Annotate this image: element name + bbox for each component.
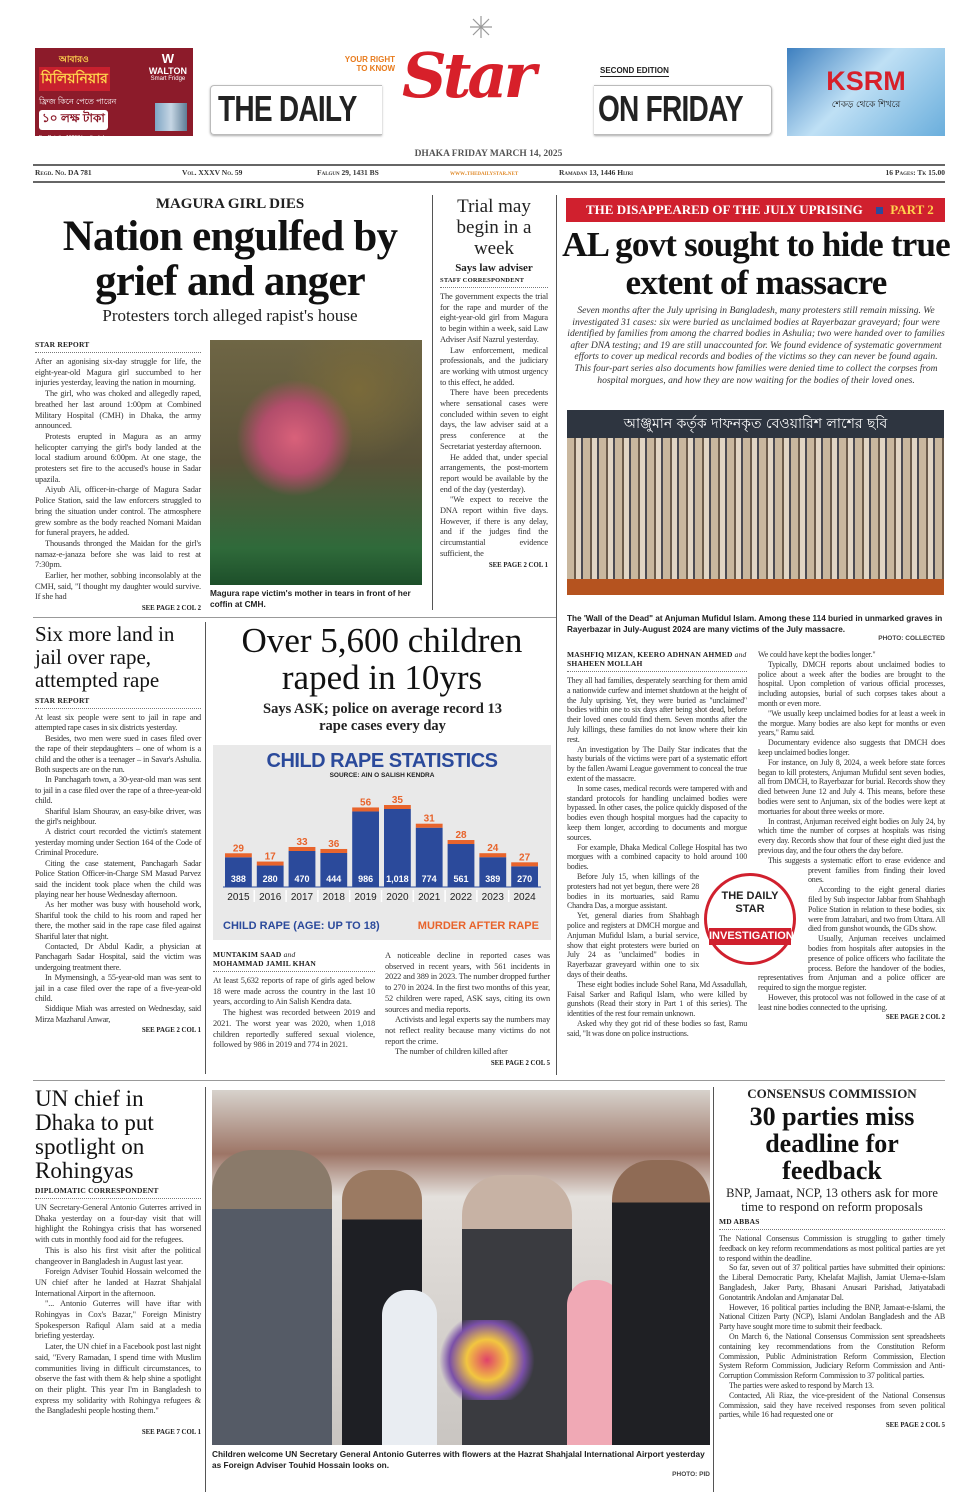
trial-headline: Trial may begin in a week [456,196,532,259]
wall-photo-caption [567,614,945,643]
child-rape-value-label: 389 [485,874,501,884]
masthead-title-left: THE DAILY [218,88,357,129]
masthead-logo: Star [402,39,533,112]
x-tick-label: 2021 [418,892,441,903]
chart-source: SOURCE: AIN O SALISH KENDRA [329,772,435,779]
byline: MD ABBAS [719,1217,945,1230]
paragraph: In Panchagarh town, a 30-year-old man was sent to jail in a case filed over the rape of a three-year-old child. [35,775,201,806]
jail-headline: Six more land in jail over rape, attempted rape [35,622,175,692]
murder-value-label: 28 [455,830,467,842]
continued-link[interactable]: SEE PAGE 2 COL 5 [490,1060,550,1068]
masthead-edition: SECOND EDITION [600,66,669,75]
lead-headline: Nation engulfed by grief and anger [62,213,398,305]
paragraph: The highest was recorded between 2019 and 2021. The worst year was 2020, when 1,018 children reportedly suffered sexual violence, followed by 986 in 2019 and 774 in 2021. [213,1008,375,1050]
paragraph: However, this protocol was not followed in the case of at least nine bodies connected to the uprising. [758,992,945,1012]
star-icon [470,16,492,38]
continued-link[interactable]: SEE PAGE 7 COL 1 [141,1429,201,1437]
consensus-kicker: CONSENSUS COMMISSION [747,1086,917,1101]
x-tick-label: 2023 [481,892,504,903]
murder-value-label: 56 [360,797,372,809]
child-rape-value-label: 561 [453,874,469,884]
trial-subhead: Says law adviser [455,262,533,274]
murder-value-label: 31 [423,813,435,825]
guterres-photo-caption [212,1449,710,1479]
investigation-stamp [704,873,796,965]
lead-subhead: Protesters torch alleged rapist's house [102,306,358,325]
byline-names: MASHFIQ MIZAN, KEERO ADHNAN AHMED [567,650,733,659]
bar-chart [213,783,551,908]
byline: STAR REPORT [35,696,201,709]
paragraph: As her mother was busy with household work, Shariful took the child to his room and raped her there, the mother said in the rape case filed against Shariful later that night. [35,900,201,941]
paragraph: They all had families, desperately searching for them amid a nationwide curfew and internet shutdown at the height of the July uprising. Yet, they were buried as "unclaimed" bodies within one to six days after being shot dead, before their loved ones could find them. Seven months after the July killings, these families do not know where their kin rest. [567,676,747,744]
ad-text: আবারও [59,54,89,64]
paragraph: In Mymensingh, a 55-year-old man was sent to jail in a case filed over the rape of a five-year-old child. [35,973,201,1003]
regd-number: Regd. No. DA 781 [35,168,92,177]
byline: DIPLOMATIC CORRESPONDENT [35,1186,201,1199]
paragraph: There have been precedents where sensational cases were concluded within seven to eight days, the law adviser said at a press conference at the Secretariat yesterday afternoon. [440,388,548,451]
paragraph: Besides, two men were sued in cases filed over the rape of their stepdaughters – one of whom is a child and the other is a teenager – in Savar's Ashulia. Both suspects are on the run. [35,733,201,775]
continued-link[interactable]: SEE PAGE 2 COL 2 [141,605,201,613]
consensus-article-body [719,1234,945,1420]
paragraph: Typically, DMCH reports about unclaimed bodies to police about a week after the bodies are brought to the hospital. Upon completion of various official processes, including autopsies, burial of such corpses takes about a month or even more. [758,659,945,708]
series-title: THE DISAPPEARED OF THE JULY UPRISING [586,202,863,217]
x-tick-label: 2019 [354,892,377,903]
investigation-intro: Seven months after the July uprising in Bangladesh, many protesters still remain missing. We investigated 31 cases: six were buried as unclaimed bodies at Rayerbazar graveyard; four were identified by families from among the charred bodies in Ashulia; two were handed over to families after DNA testing; and 19 are still unaccounted for. We found evidence of systematic government efforts to cover up medical records and bodies of the victims so they can never be found again. This four-part series also documents how families were denied time to collect the corpses from hospital morgues, and how they are now waiting for the bodies of their loved ones. [567,305,945,386]
byline: STAFF CORRESPONDENT [440,277,548,288]
murder-value-label: 36 [328,838,340,850]
paragraph: On March 6, the National Consensus Commission sent spreadsheets containing key recommendations from the Constitution Reform Commission, Public Administration Reform Commission, Election System Reform Commission, Judiciary Reform Commission and Anti-Corruption Commission Reform Commission to 37 political parties. [719,1331,945,1381]
x-tick-label: 2022 [449,892,473,903]
caption-text: The 'Wall of the Dead" at Anjuman Mufidul Islam. Among these 114 buried in unmarked graves in Rayerbazar in July-August 2024 are many victims of the July massacre. [567,614,943,634]
paragraph: The parties were asked to respond by March 13. [729,1380,874,1390]
paragraph: UN Secretary-General Antonio Guterres arrived in Dhaka yesterday on a four-day visit that will highlight the Rohingya crisis that has worsened with cuts in monthly food aid for the refugees. [35,1203,201,1245]
hijri-date: Ramadan 13, 1446 Hijri [559,168,634,177]
lead-kicker: MAGURA GIRL DIES [155,196,305,212]
children-body-col2 [385,951,550,1058]
paragraph: The girl, who was choked and allegedly raped, breathed her last around 1:00pm at Combined Military Hospital (CMH) in Dhaka, the army announced. [35,389,201,431]
paragraph: However, 16 political parties including the BNP, Jamaat-e-Islami, the National Citizen Party (NCP), Islami Andolan Bangladesh and the AB Party have sought more time to submit their feedback. [719,1302,945,1332]
paragraph: "We usually keep unclaimed bodies for at least a week in the morgue. Many bodies are also kept for months or even years," Ramu said. [758,708,945,738]
paragraph: We could have kept the bodies longer." [758,650,876,659]
credit-label: PHOTO: [878,635,904,642]
ad-brand-sub: Smart Fridge [150,76,186,82]
paragraph: "... Antonio Guterres will have iftar with Rohingyas in Cox's Bazar," Foreign Ministry Spokesperson Rafiqul Alam said at a media briefing yesterday. [35,1299,201,1341]
child-rape-value-label: 280 [262,874,278,884]
consensus-subhead: BNP, Jamaat, NCP, 13 others ask for more time to respond on reform proposals [726,1186,938,1214]
murder-value-label: 27 [519,852,531,864]
paragraph: In some cases, medical records were tampered with and standard protocols for handling unclaimed bodies were bypassed. In other cases, the police quickly disposed of the bodies even though hospital morgues had the capacity to keep them longer, according to documents and morgue sources. [567,783,747,842]
paragraph: Siddique Miah was arrested on Wednesday, said Mirza Mazharul Anwar, [35,1004,201,1024]
guterres-photo [212,1090,710,1445]
paragraph: This is also his first visit after the political changeover in Bangladesh in August last year. [35,1245,201,1266]
ad-details: For Details: 16267 | waltonbd.com [39,135,115,141]
paragraph: At least six people were sent to jail in rape and attempted rape cases in six districts yesterday. [35,713,201,733]
paragraph: "We expect to receive the DNA report within five days. However, if there is any delay, and if the judges find the circumstantial evidence sufficient, the [440,495,548,558]
continued-link[interactable]: SEE PAGE 2 COL 2 [885,1014,945,1022]
stamp-label: INVESTIGATION [709,928,791,945]
lead-photo [210,340,422,585]
paragraph: The number of children killed after [395,1047,508,1057]
x-tick-label: 2016 [259,892,282,903]
photo-sign: আঞ্জুমান কর্তৃক দাফনকৃত বেওয়ারিশ লাশের ছবি [567,410,944,438]
paragraph: Protests erupted in Magura as an army helicopter carrying the girl's body landed at the local stadium around 6:00pm. At one stage, the protesters set fire to the accused's house in Sadar upazila. [35,431,201,484]
investigation-headline: AL govt sought to hide true extent of massacre [562,225,950,302]
continued-link[interactable]: SEE PAGE 2 COL 1 [488,561,548,569]
credit-label: PHOTO: [672,1471,698,1478]
consensus-headline: 30 parties miss deadline for feedback [749,1102,915,1185]
lead-article-body [35,357,201,603]
paragraph: Aiyub Ali, officer-in-charge of Magura Sadar Police Station, said the law enforcers struggled to bring the situation under control. The atmosphere grew sombre as the body reached Nomani Maidan for funeral prayers, he added. [35,485,201,538]
ad-brand: KSRM [826,66,906,96]
paragraph: Thousands thronged the Maidan for the girl's namaz-e-janaza before she was laid to rest at 7:30pm. [35,538,201,570]
walton-logo: W [161,51,175,66]
x-tick-label: 2017 [290,892,314,903]
bangla-date: Falgun 29, 1431 BS [317,168,379,177]
series-banner [566,198,945,222]
paragraph: According to the eight general diaries filed by Sub inspector Jabbar from Shahbagh Police Station in relation to these bodies, six were from Jatrabari, and two from Uttara. All died from gunshot wounds, the GDs show. [808,885,945,934]
child-rape-value-label: 1,018 [386,874,409,884]
paragraph: For example, Dhaka Medical College Hospital has two morgues with a combined capacity to hold around 100 bodies. [567,842,747,872]
murder-value-label: 24 [487,843,499,855]
byline: STAR REPORT [35,340,201,353]
child-rape-value-label: 774 [421,874,437,884]
square-icon [876,207,883,214]
byline-name: SHAHEEN MOLLAH [567,659,643,668]
paragraph: He added that, under special arrangements, the post-mortem report would be available by the end of the day (yesterday). [440,452,548,494]
ad-tagline: শেকড় থেকে শিখরে [831,99,901,109]
paragraph: Later, the UN chief in a Facebook post last night said, "Every Ramadan, I spend time with Muslim communities living in difficult circumstances, to observe the fast with them & help shine a spotlight on their plight. This year I'm in Bangladesh to express my solidarity with Rohingya refugees & the Bangladeshi people hosting them." [35,1342,201,1416]
paragraph: At least 5,632 reports of rape of girls aged below 18 were made across the country in the last 10 years, according to Ain Salish Kendra data. [213,976,375,1007]
byline-and: and [734,650,747,659]
investigation-body-col1 [567,676,747,1038]
caption-text: Children welcome UN Secretary General Antonio Guterres with flowers at the Hazrat Shahjalal International Airport yesterday as Foreign Adviser Touhid Hossain looks on. [212,1449,705,1470]
photo-credit: COLLECTED [905,635,945,642]
chart-title: CHILD RAPE STATISTICS [266,750,498,772]
fridge-image [155,103,187,131]
wall-of-dead-photo [567,410,944,595]
byline-name: MOHAMMAD JAMIL KHAN [213,959,316,968]
paragraph: A noticeable decline in reported cases was observed in recent years, with 561 incidents in 2022 and 389 in 2023. The number dropped further to 270 in 2024. In the first two months of this year, 52 children were raped, ASK says, citing its own sources and media reports. [385,951,550,1014]
children-subhead: Says ASK; police on average record 13 rape cases every day [263,701,502,734]
paragraph: Earlier, her mother, sobbing inconsolably at the CMH, said, "I thought my daughter would survive. If she had [35,571,201,602]
paragraph: Law enforcement, medical professionals, and the judiciary are working with utmost urgency to this effect, he added. [440,345,548,387]
child-rape-value-label: 270 [517,874,533,884]
x-tick-label: 2015 [227,892,250,903]
child-rape-value-label: 470 [294,874,310,884]
byline [567,650,747,672]
paragraph: Foreign Adviser Touhid Hossain welcomed the UN chief after he landed at Hazrat Shahjalal International Airport in the afternoon. [35,1267,201,1298]
paragraph: After an agonising six-day struggle for life, the eight-year-old Magura girl succumbed to her injuries yesterday, leaving the nation in mourning. [35,357,201,388]
chart-box [213,745,551,940]
children-body-col1 [213,976,375,1051]
legend-murder: MURDER AFTER RAPE [417,920,539,932]
byline [213,950,375,972]
trial-article-body [440,292,548,560]
lead-photo-caption: Magura rape victim's mother in tears in front of her coffin at CMH. [210,588,411,609]
ad-prize: ১০ লক্ষ টাকা [39,110,108,130]
murder-value-label: 17 [264,851,276,863]
paragraph: Activists and legal experts say the numbers may not reflect reality because many victims do not report the crime. [385,1015,550,1046]
continued-link[interactable]: SEE PAGE 2 COL 1 [141,1027,201,1035]
x-tick-label: 2020 [386,892,409,903]
paragraph: Asked why they got rid of these bodies so fast, Ramu said, "It was done on police instructions. [567,1018,747,1038]
paragraph: So far, seven out of 37 political parties have submitted their opinions: the Liberal Democratic Party, Khelafat Majlish, Jamiat Ulema-e-Islam Bangladesh, Jaker Party, Bhasani Anusari Parishad, Jatiyatabadi Gonotantrik Andolan and Amjanatar Dal. [719,1263,945,1302]
ad-ksrm[interactable] [787,48,945,136]
jail-article-body [35,713,201,1025]
investigation-body-col2 [758,650,945,1012]
byline-name: MUNTAKIM SAAD [213,950,282,959]
x-tick-label: 2024 [513,892,536,903]
photo-credit: PID [699,1471,710,1478]
paragraph: Usually, Anjuman receives unclaimed bodies from hospitals after autopsies in the presence of police officers who facilitate the process. Before the handover of the bodies, representatives from Anjuman and a police officer are required to sign the morgue register. [758,934,945,993]
paragraph: This suggests a systematic effort to erase evidence and prevent families from finding their loved ones. [768,855,945,885]
paragraph: Citing the case statement, Panchagarh Sadar Police Station Officer-in-Charge SM Masud Parvez said the incident took place when the child was playing near her house Wednesday afternoon. [35,858,201,899]
paragraph: Yet, general diaries from Shahbagh police and registers at DMCH morgue and Anjuman Mufidul Islam, a burial service, show that eight protesters were buried on July 24 as "unclaimed" bodies in Rayerbazar graveyard within one to six days of their deaths. [567,911,699,979]
un-headline: UN chief in Dhaka to put spotlight on Rohingyas [35,1086,154,1183]
paragraph: Shariful Islam Shourav, an easy-bike driver, was the girl's neighbour. [35,806,201,827]
paragraph: Contacted, Ali Riaz, the vice-president of the National Consensus Commission, said they have received responses from seven political parties, while 16 had requested one or [719,1390,945,1420]
continued-link[interactable]: SEE PAGE 2 COL 5 [885,1422,945,1430]
child-rape-value-label: 388 [230,874,246,884]
paragraph: The National Consensus Commission is struggling to gather timely feedback on key reform recommendations as most political parties are yet to respond within the deadline. [719,1234,945,1263]
x-tick-label: 2018 [322,892,345,903]
paragraph: In contrast, Anjuman received eight bodies on July 24, by which time the number of corpses at hospitals was rising every day. Records show that four of these eight died just the previous day, and the four others the day before. [758,816,945,855]
paragraph: A district court recorded the victim's statement yesterday morning under Section 164 of the Code of Criminal Procedure. [35,827,201,858]
paragraph: These eight bodies include Sohel Rana, Md Assadullah, Faisal Sarker and Rafiqul Islam, who were killed by gunshots (Read their story in Part 1 of this series). The identities of the rest four remain unknown. [567,979,747,1019]
ad-text: মিলিয়নিয়ার [39,67,110,91]
un-article-body [35,1203,201,1417]
paragraph: Documentary evidence also suggests that DMCH does keep unclaimed bodies longer. [758,738,945,757]
murder-value-label: 33 [296,836,308,848]
byline-and: and [283,950,296,959]
paragraph: An investigation by The Daily Star indicates that the hasty burials of the victims were part of a systematic effort by the fallen Awami League government to conceal the true extent of the massacre. [567,744,747,783]
paragraph: Contacted, Dr Abdul Kadir, a physician at Panchagarh Sadar Hospital, said the victim was undergoing treatment there. [35,941,201,972]
page-price: 16 Pages: Tk 15.00 [885,168,945,177]
child-rape-value-label: 444 [326,874,342,884]
website-link[interactable]: www.thedailystar.net [450,168,519,177]
child-rape-value-label: 986 [358,874,374,884]
ad-walton[interactable] [35,48,193,141]
ad-text: ফ্রিজ কিনে পেতে পারেন [39,97,117,106]
masthead-slogan: YOUR RIGHT TO KNOW [344,55,395,73]
volume-number: Vol. XXXV No. 59 [182,168,243,177]
dateline: DHAKA FRIDAY MARCH 14, 2025 [414,149,563,159]
stamp-text: THE DAILY STAR [721,890,779,915]
murder-value-label: 29 [232,843,244,855]
paragraph: The government expects the trial for the rape and murder of the eight-year-old girl from Magura to begin within a week, said Law Adviser Asif Nazrul yesterday. [440,292,548,344]
paragraph: Before July 15, when killings of the protesters had not yet begun, there were 28 bodies in its mortuaries, said Ramu Chandra Das, a morgue assistant. [567,871,699,911]
masthead-title-right: ON FRIDAY [598,88,743,129]
paragraph: For instance, on July 8, 2024, a week before state forces began to kill protesters, Anjuman Mufidul sent seven bodies, all from DMCH, to Rayerbazar for burial. Records show they died between June 12 and July 4. This means, before these bodies were sent to Anjuman, six of the bodies were kept at mortuaries for about three weeks or more. [758,757,945,816]
murder-value-label: 35 [391,795,403,806]
series-part: PART 2 [890,202,934,217]
legend-child-rape: CHILD RAPE (AGE: UP TO 18) [223,920,380,932]
children-headline: Over 5,600 children raped in 10yrs [241,621,523,697]
ad-brand: WALTON [148,66,187,76]
